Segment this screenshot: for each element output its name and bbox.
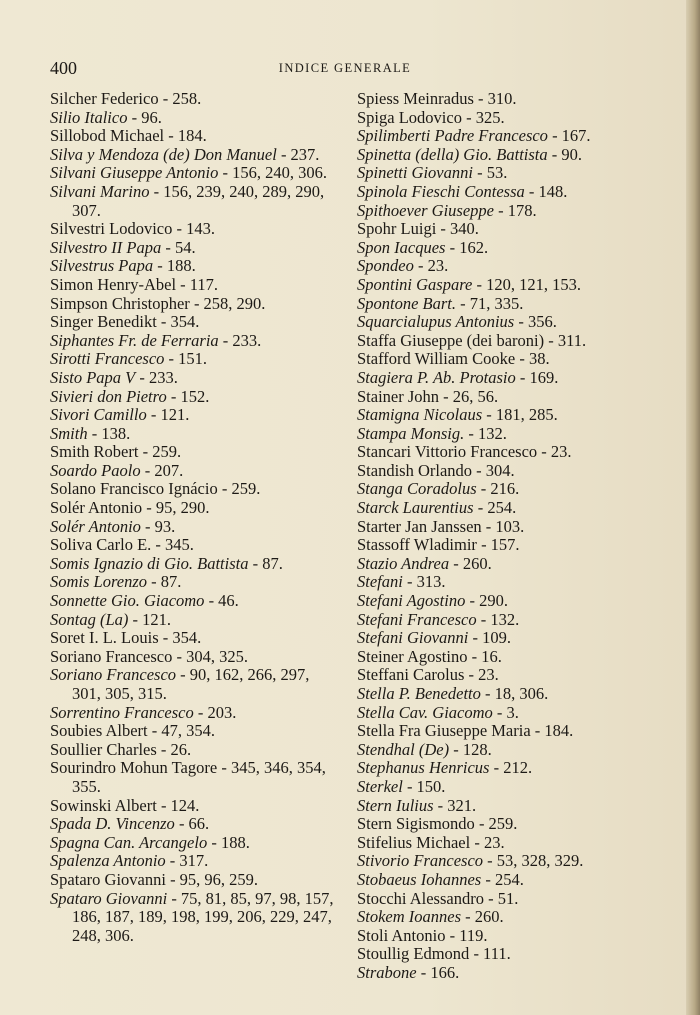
index-entry (50, 90, 335, 109)
entry-name: Starck Laurentius (357, 498, 474, 518)
page-number: 400 (50, 58, 77, 78)
entry-pages: - 117. (176, 274, 219, 294)
entry-name: Stendhal (De) (357, 739, 450, 759)
entry-pages: - 340. (436, 219, 479, 239)
index-entry (50, 406, 335, 425)
entry-name: Silvani Marino (50, 181, 150, 201)
index-entry (357, 146, 647, 165)
index-entry (357, 573, 647, 592)
entry-pages: - 53, 328, 329. (483, 851, 584, 871)
entry-name: Staffa Giuseppe (dei baroni) (357, 330, 545, 350)
index-entry (50, 164, 335, 183)
entry-pages: - 254. (481, 869, 524, 889)
entry-pages: - 138. (87, 423, 131, 443)
index-entry (357, 220, 647, 239)
entry-name: Soullier Charles (50, 739, 157, 759)
entry-name: Stafford William Cooke (357, 349, 516, 369)
index-entry (50, 722, 335, 741)
entry-name: Spohr Luigi (357, 219, 437, 239)
entry-name: Stagiera P. Ab. Protasio (357, 367, 516, 387)
entry-name: Stancari Vittorio Francesco (357, 442, 538, 462)
entry-pages: - 148. (524, 181, 568, 201)
index-entry (357, 964, 647, 983)
entry-name: Spondeo (357, 256, 414, 276)
index-entry (50, 890, 335, 946)
entry-name: Steffani Carolus (357, 665, 465, 685)
entry-pages: - 152. (166, 386, 210, 406)
entry-pages: - 260. (449, 553, 492, 573)
entry-pages: - 167. (547, 126, 591, 146)
entry-name: Stocchi Alessandro (357, 888, 484, 908)
index-entry (357, 499, 647, 518)
entry-pages: - 18, 306. (480, 684, 549, 703)
index-entry (357, 443, 647, 462)
index-entry (357, 611, 647, 630)
index-entry (357, 797, 647, 816)
entry-name: Silvani Giuseppe Antonio (50, 163, 219, 183)
entry-name: Stassoff Wladimir (357, 535, 477, 555)
entry-pages: - 96. (127, 107, 162, 127)
index-entry (357, 90, 647, 109)
entry-name: Spinetta (della) Gio. Battista (357, 144, 548, 164)
entry-name: Somis Ignazio di Gio. Battista (50, 553, 249, 573)
entry-name: Sterkel (357, 776, 403, 796)
entry-pages: - 156, 240, 306. (218, 163, 327, 183)
index-entry (357, 295, 647, 314)
index-entry (50, 369, 335, 388)
entry-name: Silio Italico (50, 107, 128, 127)
index-entry (357, 388, 647, 407)
index-entry (357, 759, 647, 778)
entry-name: Smith (50, 423, 88, 443)
entry-name: Stazio Andrea (357, 553, 450, 573)
entry-name: Soriano Francesco (50, 665, 177, 685)
entry-pages: - 258, 290. (189, 293, 266, 313)
index-entry (50, 388, 335, 407)
index-entry (357, 555, 647, 574)
entry-pages: - 260. (461, 907, 504, 927)
entry-pages: - 151. (164, 349, 208, 369)
entry-pages: - 188. (207, 832, 250, 852)
entry-name: Silvestri Lodovico (50, 219, 173, 239)
index-entry (50, 592, 335, 611)
entry-pages: - 103. (481, 516, 525, 536)
index-entry (357, 536, 647, 555)
entry-name: Sorrentino Francesco (50, 702, 194, 722)
index-entry (50, 109, 335, 128)
index-entry (50, 852, 335, 871)
entry-name: Simon Henry-Abel (50, 274, 177, 294)
entry-name: Soliva Carlo E. (50, 535, 152, 555)
index-entry (50, 611, 335, 630)
entry-name: Stella P. Benedetto (357, 684, 481, 703)
index-entry (357, 890, 647, 909)
entry-name: Strabone (357, 962, 417, 982)
index-entry (50, 834, 335, 853)
entry-pages: - 87. (147, 572, 182, 592)
entry-name: Spithoever Giuseppe (357, 200, 495, 220)
index-entry (50, 741, 335, 760)
index-entry (357, 666, 647, 685)
entry-pages: - 109. (468, 628, 511, 648)
entry-name: Solano Francisco Ignácio (50, 479, 218, 499)
entry-pages: - 356. (514, 312, 557, 332)
index-entry (50, 257, 335, 276)
running-title: INDICE GENERALE (278, 61, 412, 75)
entry-name: Silvestrus Papa (50, 256, 154, 276)
entry-pages: - 121. (146, 405, 190, 425)
index-entry (357, 815, 647, 834)
index-entry (50, 295, 335, 314)
entry-pages: - 325. (461, 107, 505, 127)
entry-name: Solér Antonio (50, 498, 143, 518)
index-entry (50, 518, 335, 537)
entry-name: Spontini Gaspare (357, 274, 473, 294)
entry-name: Spalenza Antonio (50, 851, 166, 871)
entry-pages: - 162. (445, 237, 489, 257)
entry-pages: - 203. (193, 702, 237, 722)
entry-pages: - 66. (174, 814, 210, 834)
entry-pages: - 23. (464, 665, 499, 685)
entry-name: Sisto Papa V (50, 367, 136, 387)
entry-pages: - 111. (469, 944, 511, 964)
entry-pages: - 290. (465, 591, 508, 611)
entry-name: Spon Iacques (357, 237, 446, 257)
index-entry (357, 239, 647, 258)
entry-name: Spinetti Giovanni (357, 163, 473, 183)
entry-pages: - 46. (204, 591, 239, 611)
entry-pages: - 71, 335. (456, 293, 524, 313)
entry-pages: - 233. (218, 330, 262, 350)
index-entry (50, 629, 335, 648)
entry-pages: - 120, 121, 153. (472, 274, 581, 294)
entry-pages: - 54. (161, 237, 196, 257)
index-column-right (357, 90, 647, 983)
index-entry (50, 443, 335, 462)
entry-name: Stern Iulius (357, 795, 434, 815)
entry-pages: - 345. (151, 535, 194, 555)
index-entry (357, 462, 647, 481)
index-entry (50, 871, 335, 890)
index-column-left (50, 90, 335, 945)
entry-name: Solér Antonio (50, 516, 141, 536)
entry-pages: - 259. (474, 814, 518, 834)
entry-name: Stefani Giovanni (357, 628, 469, 648)
entry-pages: - 121. (128, 609, 171, 629)
entry-pages: - 93. (140, 516, 176, 536)
index-entry (50, 220, 335, 239)
entry-pages: - 53. (472, 163, 508, 183)
entry-pages: - 95, 96, 259. (165, 869, 259, 889)
entry-name: Stella Cav. Giacomo (357, 702, 493, 722)
index-entry (50, 555, 335, 574)
index-entry (357, 406, 647, 425)
entry-name: Steiner Agostino (357, 646, 468, 666)
entry-pages: - 258. (158, 89, 202, 108)
entry-pages: - 188. (153, 256, 196, 276)
index-entry (50, 704, 335, 723)
index-entry (50, 797, 335, 816)
index-entry (357, 945, 647, 964)
entry-name: Singer Benedikt (50, 312, 157, 332)
index-entry (357, 871, 647, 890)
index-entry (357, 127, 647, 146)
index-entry (50, 146, 335, 165)
index-entry (357, 313, 647, 332)
entry-name: Starter Jan Janssen (357, 516, 482, 536)
entry-name: Stamigna Nicolaus (357, 405, 483, 425)
index-entry (357, 741, 647, 760)
index-entry (357, 257, 647, 276)
entry-pages: - 16. (467, 646, 502, 666)
entry-pages: - 259. (138, 442, 182, 462)
index-entry (50, 425, 335, 444)
entry-name: Spiess Meinradus (357, 89, 474, 108)
index-entry (357, 183, 647, 202)
entry-name: Stefani Agostino (357, 591, 466, 611)
index-entry (50, 127, 335, 146)
index-entry (357, 425, 647, 444)
entry-name: Silvestro II Papa (50, 237, 162, 257)
index-entry (50, 332, 335, 351)
index-entry (50, 239, 335, 258)
entry-name: Stainer John (357, 386, 440, 406)
entry-pages: - 87. (248, 553, 283, 573)
entry-name: Soubies Albert (50, 721, 148, 741)
entry-pages: - 184. (530, 721, 574, 741)
entry-pages: - 354. (156, 312, 200, 332)
entry-name: Stanga Coradolus (357, 479, 477, 499)
index-entry (357, 629, 647, 648)
entry-name: Sillobod Michael (50, 126, 165, 146)
entry-name: Somis Lorenzo (50, 572, 148, 592)
entry-name: Standish Orlando (357, 460, 473, 480)
entry-pages: - 124. (156, 795, 200, 815)
entry-pages: - 26. (156, 739, 192, 759)
index-entry (357, 202, 647, 221)
entry-name: Stifelius Michael (357, 832, 471, 852)
entry-pages: - 132. (464, 423, 507, 443)
entry-name: Simpson Christopher (50, 293, 190, 313)
entry-name: Stefani Francesco (357, 609, 477, 629)
index-entry (50, 666, 335, 703)
index-entry (50, 573, 335, 592)
page-header (50, 58, 640, 82)
entry-pages: - 216. (476, 479, 520, 499)
entry-name: Sonnette Gio. Giacomo (50, 591, 205, 611)
entry-pages: - 166. (416, 962, 460, 982)
index-entry (357, 778, 647, 797)
index-entry (357, 908, 647, 927)
entry-pages: - 233. (135, 367, 178, 387)
entry-pages: - 345, 346, 354, 355. (72, 758, 326, 796)
entry-name: Stern Sigismondo (357, 814, 475, 834)
entry-pages: - 23. (537, 442, 572, 462)
entry-pages: - 3. (492, 702, 519, 722)
entry-pages: - 157. (476, 535, 520, 555)
index-entry (50, 350, 335, 369)
index-entry (357, 369, 647, 388)
entry-pages: - 23. (413, 256, 449, 276)
entry-name: Sivieri don Pietro (50, 386, 167, 406)
index-entry (357, 350, 647, 369)
entry-pages: - 90, 162, 266, 297, 301, 305, 315. (72, 665, 310, 703)
entry-name: Soret I. L. Louis (50, 628, 159, 648)
entry-pages: - 95, 290. (142, 498, 210, 518)
entry-pages: - 304, 325. (172, 646, 248, 666)
entry-pages: - 259. (217, 479, 261, 499)
entry-name: Smith Robert (50, 442, 139, 462)
index-entry (357, 852, 647, 871)
entry-pages: - 304. (472, 460, 515, 480)
entry-pages: - 143. (172, 219, 215, 239)
entry-pages: - 207. (140, 460, 184, 480)
index-entry (50, 276, 335, 295)
entry-pages: - 132. (476, 609, 520, 629)
entry-pages: - 150. (402, 776, 446, 796)
entry-pages: - 181, 285. (482, 405, 558, 425)
index-entry (357, 480, 647, 499)
entry-pages: - 26, 56. (439, 386, 499, 406)
entry-name: Siphantes Fr. de Ferraria (50, 330, 219, 350)
index-entry (50, 815, 335, 834)
entry-name: Silva y Mendoza (de) Don Manuel (50, 144, 277, 164)
entry-pages: - 311. (544, 330, 587, 350)
entry-name: Soriano Francesco (50, 646, 173, 666)
entry-name: Sourindro Mohun Tagore (50, 758, 218, 778)
entry-pages: - 184. (164, 126, 207, 146)
entry-pages: - 128. (449, 739, 492, 759)
index-entry (357, 685, 647, 704)
index-entry (50, 648, 335, 667)
entry-name: Silcher Federico (50, 89, 159, 108)
entry-name: Sontag (La) (50, 609, 129, 629)
index-entry (357, 332, 647, 351)
entry-name: Stobaeus Iohannes (357, 869, 482, 889)
index-entry (357, 927, 647, 946)
entry-name: Spada D. Vincenzo (50, 814, 175, 834)
entry-pages: - 313. (402, 572, 446, 592)
index-entry (357, 592, 647, 611)
entry-pages: - 310. (473, 89, 517, 108)
entry-name: Sowinski Albert (50, 795, 157, 815)
entry-pages: - 169. (515, 367, 559, 387)
index-entry (357, 704, 647, 723)
index-entry (50, 462, 335, 481)
entry-pages: - 119. (445, 925, 488, 945)
entry-name: Spataro Giovanni (50, 869, 166, 889)
entry-pages: - 254. (473, 498, 517, 518)
entry-pages: - 317. (165, 851, 209, 871)
index-entry (50, 759, 335, 796)
entry-name: Stivorio Francesco (357, 851, 484, 871)
entry-pages: - 75, 81, 85, 97, 98, 157, 186, 187, 189, 198, 199, 206, 229, 247, 248, 306. (72, 888, 334, 945)
entry-name: Spinola Fieschi Contessa (357, 181, 525, 201)
entry-pages: - 90. (547, 144, 583, 164)
index-entry (357, 834, 647, 853)
entry-name: Squarcialupus Antonius (357, 312, 515, 332)
entry-name: Spagna Can. Arcangelo (50, 832, 208, 852)
entry-name: Sirotti Francesco (50, 349, 165, 369)
entry-pages: - 47, 354. (147, 721, 215, 741)
index-entry (50, 183, 335, 220)
page-edge-shadow (686, 0, 700, 1015)
entry-name: Spataro Giovanni (50, 888, 168, 908)
entry-name: Stokem Ioannes (357, 907, 462, 927)
index-entry (50, 480, 335, 499)
entry-name: Soardo Paolo (50, 460, 141, 480)
entry-name: Spiga Lodovico (357, 107, 462, 127)
entry-name: Spilimberti Padre Francesco (357, 126, 548, 146)
index-entry (357, 276, 647, 295)
entry-pages: - 321. (433, 795, 477, 815)
entry-pages: - 178. (494, 200, 537, 220)
index-entry (357, 109, 647, 128)
index-entry (357, 164, 647, 183)
index-entry (50, 536, 335, 555)
entry-name: Sivori Camillo (50, 405, 147, 425)
entry-pages: - 212. (489, 758, 533, 778)
entry-name: Stella Fra Giuseppe Maria (357, 721, 531, 741)
index-entry (357, 648, 647, 667)
entry-name: Stampa Monsig. (357, 423, 465, 443)
entry-pages: - 23. (470, 832, 505, 852)
index-entry (357, 722, 647, 741)
entry-name: Stefani (357, 572, 403, 592)
entry-pages: - 38. (515, 349, 550, 369)
entry-name: Stoullig Edmond (357, 944, 470, 964)
index-entry (50, 499, 335, 518)
index-entry (357, 518, 647, 537)
entry-pages: - 237. (276, 144, 320, 164)
entry-name: Spontone Bart. (357, 293, 456, 313)
entry-pages: - 354. (158, 628, 202, 648)
entry-name: Stoli Antonio (357, 925, 446, 945)
index-entry (50, 313, 335, 332)
entry-name: Stephanus Henricus (357, 758, 490, 778)
entry-pages: - 51. (483, 888, 519, 908)
entry-pages: - 156, 239, 240, 289, 290, 307. (72, 181, 325, 220)
